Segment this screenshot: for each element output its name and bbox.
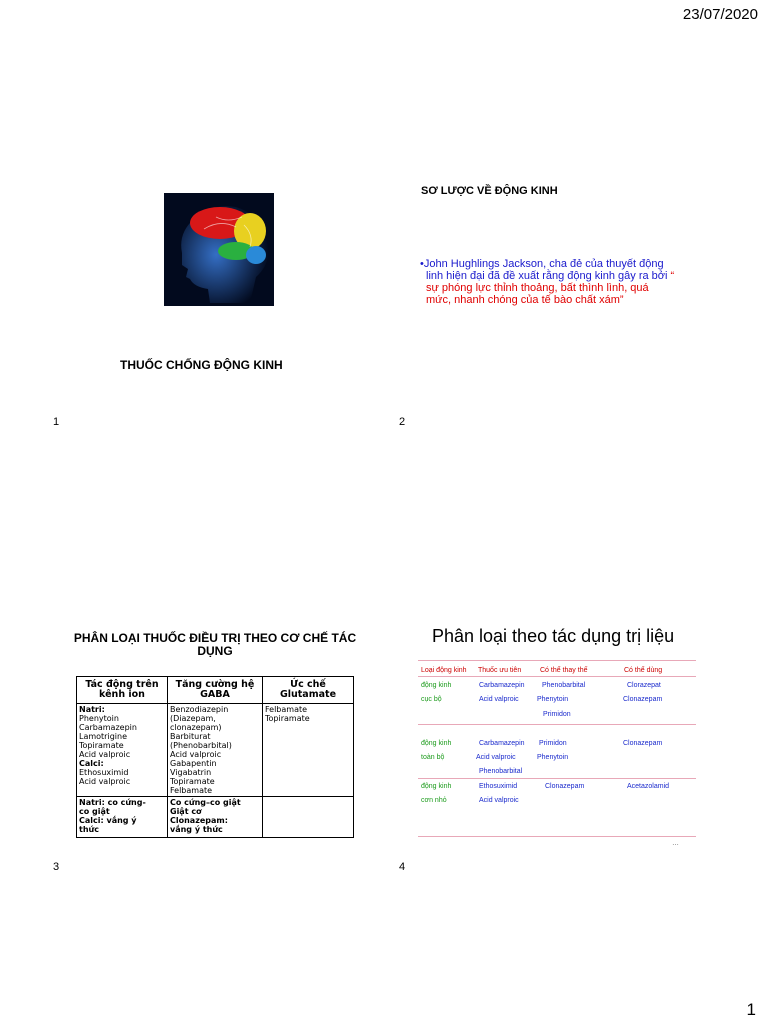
drug-name: Clorazepat [627,682,661,689]
table-cell [263,704,354,797]
cell-line: Ethosuximid [79,768,129,777]
cell-line: Lamotrigine [79,732,127,741]
cell-line: Acid valproic [79,777,131,786]
cell-line: clonazepam) [170,723,222,732]
column-header: Loại động kinh [421,667,467,674]
cell-line: Topiramate [170,777,215,786]
slide-4-title: Phân loại theo tác dụng trị liệu [432,626,675,646]
drug-name: Acetazolamid [627,783,670,790]
drug-name: Clonazepam [623,696,663,703]
table-header-row [77,677,354,704]
seizure-type: cơn nhỏ [421,797,447,804]
slide-2-title: SƠ LƯỢC VỀ ĐỘNG KINH [421,185,558,197]
cell-line: Topiramate [265,714,310,723]
slide-1-number: 1 [53,416,60,428]
seizure-type: động kinh [421,783,452,790]
table-cell [168,704,263,797]
cell-line: Benzodiazepin [170,705,229,714]
cell-line: Felbamate [170,786,213,795]
mechanism-table [76,676,354,838]
slide-2-body [420,258,720,306]
slide-2-number: 2 [399,416,406,428]
cell-line: Carbamazepin [79,723,137,732]
cell-line: Co cứng–co giật [170,798,241,807]
divider [418,778,696,779]
table-cell [77,704,168,797]
slide-1-title: THUỐC CHỐNG ĐỘNG KINH [120,358,283,372]
body-text-red: “ [667,270,675,282]
slide-4-number: 4 [399,861,406,873]
slide-3-number: 3 [53,861,60,873]
drug-name: Phenobarbital [542,682,586,689]
page-number: 1 [746,1000,756,1019]
header-cell: Tác động trên kênh ion [77,677,168,704]
table-cell [263,797,354,838]
cell-line: Vigabatrin [170,768,212,777]
cell-line: Natri: co cứng- [79,798,146,807]
divider [418,724,696,725]
table-cell [77,797,168,838]
drug-name: Acid valproic [476,754,516,761]
cell-line: Topiramate [79,741,124,750]
footer-mark: … [672,840,679,847]
drug-name: Acid valproic [479,797,519,804]
column-header: Có thể dùng [624,667,663,674]
drug-name: Phenobarbital [479,768,523,775]
cell-line: Acid valproic [79,750,131,759]
body-line: •John Hughlings Jackson, cha đẻ của thuyết động [420,258,664,270]
cell-line: Giật cơ [170,807,202,816]
drug-name: Phenytoin [537,696,569,703]
seizure-type: động kinh [421,682,452,689]
drug-name: Primidon [543,711,571,718]
drug-name: Carbamazepin [479,740,525,747]
header-cell: Ức chế Glutamate [263,677,354,704]
drug-name: Ethosuximid [479,783,518,790]
cell-line: Phenytoin [79,714,119,723]
divider [418,836,696,837]
drug-name: Clonazepam [623,740,663,747]
seizure-type: toàn bộ [421,754,445,761]
cell-line: co giật [79,807,110,816]
seizure-type: động kinh [421,740,452,747]
column-header: Có thể thay thế [540,667,588,674]
cell-line: Clonazepam: [170,816,228,825]
cell-line: Felbamate [265,705,308,714]
cell-line: vắng ý thức [170,825,223,834]
print-date: 23/07/2020 [682,6,758,23]
drug-name: Acid valproic [479,696,519,703]
divider [418,676,696,677]
cell-line: Natri: [79,705,105,714]
cell-line: Gabapentin [170,759,217,768]
cell-line: thức [79,825,99,834]
cell-line: Calci: vắng ý [79,816,137,825]
column-header: Thuốc ưu tiên [478,667,522,674]
cell-line: Acid valproic [170,750,222,759]
drug-name: Carbamazepin [479,682,525,689]
body-text-blue: linh hiện đại đã đề xuất rằng động kinh gây ra bởi [426,270,668,282]
brain-illustration [164,193,274,306]
drug-name: Clonazepam [545,783,585,790]
table-row [77,704,354,797]
body-line: sự phóng lực thỉnh thoảng, bất thình lình, quá [426,282,649,294]
seizure-type: cục bộ [421,696,442,703]
header-cell: Tăng cường hệ GABA [168,677,263,704]
body-line: mức, nhanh chóng của tế bào chất xám” [426,294,624,306]
cell-line: (Phenobarbital) [170,741,232,750]
cell-line: Calci: [79,759,104,768]
drug-name: Primidon [539,740,567,747]
drug-name: Phenytoin [537,754,569,761]
divider [418,660,696,661]
body-line [420,270,720,282]
cell-line: Barbiturat [170,732,211,741]
table-row [77,797,354,838]
slide-3-title: PHÂN LOẠI THUỐC ĐIỀU TRỊ THEO CƠ CHẾ TÁC DỤNG [73,631,357,658]
table-cell [168,797,263,838]
cell-line: (Diazepam, [170,714,216,723]
